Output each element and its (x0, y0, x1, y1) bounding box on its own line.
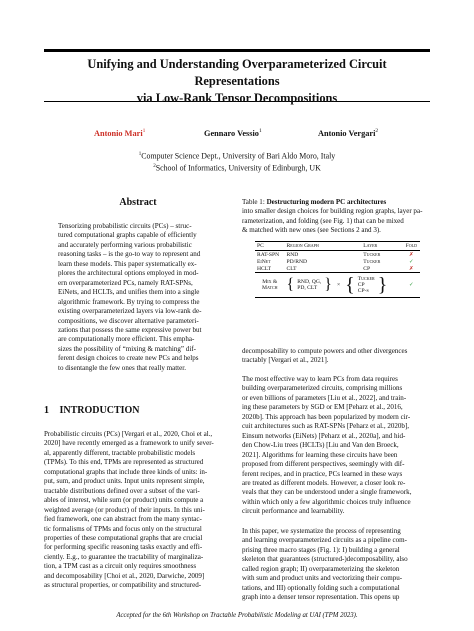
text-line: ferent recipes, and in practice, PCs learned in these ways (242, 469, 403, 478)
cell-layer: Tucker (363, 258, 381, 265)
text-line: are treated as different models. However, a closer look re- (242, 478, 406, 487)
text-line: and learning overparameterized circuits as a pipeline com- (242, 536, 407, 545)
text-line: decomposability to compute powers and other divergences (242, 347, 408, 355)
cell-pc: EiNet (257, 258, 271, 265)
intro-number: 1 (44, 405, 49, 416)
times-symbol: × (336, 282, 341, 288)
footer-note: Accepted for the 6th Workshop on Tractable Probabilistic Modeling at UAI (TPM 2023). (116, 612, 358, 619)
text-line: called region graph; II) overparameterizing the skeleton (242, 564, 400, 573)
text-line: weighted average (or product) of their inputs. In this uni- (44, 505, 205, 514)
text-line: 2020b]. This approach has been popularized by modern cir- (242, 412, 411, 421)
text-line: 2021]. Algorithms for learning these circuits have been (242, 450, 398, 459)
text-line: are computationally more efficient. This empha- (58, 335, 195, 344)
text-line: algorithmic framework. By trying to compress the (58, 297, 200, 306)
right-para2-text (242, 375, 430, 517)
text-line: as structural properties, or compatibility and structured- (44, 581, 202, 590)
text-line: tractably [Vergari et al., 2021]. (242, 356, 329, 365)
text-line: Tensorizing probabilistic circuits (PCs) – struc- (58, 222, 192, 230)
text-line: graph into a denser tensor representation. This opens up (242, 593, 400, 602)
table-caption-label: Table 1: (242, 198, 265, 206)
text-line: within which only a few algorithmic choices truly influence (242, 497, 411, 506)
text-line: In this paper, we systematize the process of representing (242, 527, 401, 535)
author-vessio: Gennaro Vessio$^1$ (204, 128, 262, 138)
left-brace-icon: { (286, 276, 295, 293)
text-line: ing these parameters by SGD or EM [Peharz et al., 2016, (242, 403, 403, 412)
text-line: EiNets, and HCLTs, and unifies them into a single (58, 288, 200, 297)
text-line: put, sum, and product units. Input units represent simple, (44, 477, 205, 486)
cell-rg: CLT (286, 265, 297, 272)
text-line: prising three macro stages (Fig. 1): I) building a general (242, 545, 400, 554)
title-line-2: via Low-Rank Tensor Decompositions (136, 91, 338, 105)
text-line: with sum and product units and vectorizing their compu- (242, 574, 403, 583)
intro-body (44, 430, 232, 591)
architecture-table (255, 241, 420, 298)
intro-text (44, 430, 232, 591)
cell-pc: RAT-SPN (257, 251, 280, 258)
intro-title: INTRODUCTION (59, 405, 140, 416)
cell-rg: RND (286, 251, 299, 258)
text-line: tion, a TPM cast as a circuit only requires smoothness (44, 562, 197, 571)
intro-heading (44, 405, 232, 416)
text-line: for performing specific reasoning tasks exactly and effi- (44, 543, 203, 552)
abstract-body (58, 222, 218, 373)
right-para3-text (242, 527, 430, 603)
th-pc: PC (257, 243, 264, 249)
affiliations (44, 150, 430, 174)
table-row-ratspn (255, 251, 420, 259)
text-line: ferent design choices to create new PCs and helps (58, 354, 199, 363)
text-line: den Chow-Liu trees (HCLTs) [Liu and Van den Broeck, (242, 441, 399, 450)
table-caption-bold: Destructuring modern PC architectures (266, 198, 387, 206)
right-text-2 (242, 375, 430, 517)
affiliation-2: $^2$School of Informatics, University of Edinburgh, UK (153, 163, 321, 173)
affiliation-1: $^1$Computer Science Dept., University of Bari Aldo Moro, Italy (138, 151, 336, 161)
cell-rg: PD/RND (286, 258, 308, 265)
text-line: rameterization, and folding (see Fig. 1) that can be mixed (242, 216, 404, 225)
text-line: computational graphs that include three kinds of units: in- (44, 467, 208, 476)
text-line: plores the architectural options employed in mod- (58, 269, 199, 278)
text-line: or even billions of parameters [Liu et al., 2022], and train- (242, 393, 407, 402)
text-line: tractable distributions defined over a subset of the vari- (44, 486, 200, 495)
text-line: and accurately performing various probabilistic (58, 240, 192, 249)
cross-icon: ✗ (409, 265, 414, 272)
text-line: learn these models. This paper systematically ex- (58, 259, 197, 268)
table-caption (242, 198, 430, 236)
text-line: reasoning tasks – is the go-to way to represent and (58, 250, 201, 259)
text-line: sizes the possibility of “mixing & matching” dif- (58, 344, 196, 353)
mix-label-2: Match (262, 285, 278, 291)
text-line: and decomposability [Choi et al., 2020, Darwiche, 2009] (44, 571, 205, 580)
title-line-1: Unifying and Understanding Overparameterized Circuit Representations (87, 57, 387, 88)
title-top-rule (44, 49, 430, 52)
text-line: building overparameterized circuits, comprising millions (242, 384, 403, 393)
text-line: tured computational graphs capable of efficiently (58, 231, 197, 240)
text-line: cuit architectures such as RAT-SPNs [Peharz et al., 2020b], (242, 422, 410, 431)
mix-region-options: RND, QG, PD, CLT (297, 279, 322, 291)
text-line: tic formalisms of TPMs and focus only on the structural (44, 524, 202, 533)
text-line: 2020] have recently emerged as a framework to unify sever- (44, 439, 214, 448)
text-line: circuit performance and learnability. (242, 507, 345, 516)
author-mari[interactable]: Antonio Mari$^1$ (94, 128, 146, 138)
right-brace-icon: } (377, 274, 388, 296)
left-brace-icon: { (345, 274, 355, 296)
text-line: skeleton that guarantees (structured-)decomposability, also (242, 555, 408, 564)
text-line: Probabilistic circuits (PCs) [Vergari et al., 2020, Choi et al., (44, 430, 213, 438)
text-line: properties of these computational graphs that are crucial (44, 533, 203, 542)
table-row-hclt (255, 265, 420, 273)
right-brace-icon: } (324, 276, 332, 293)
text-line: fied framework, one can abstract from the many syntac- (44, 515, 202, 524)
abstract-heading: Abstract (119, 197, 157, 208)
right-text-3 (242, 527, 430, 603)
th-fold: Fold (405, 243, 418, 249)
text-line: proposed from different perspectives, seemingly with dif- (242, 460, 405, 469)
text-line: tations, and III) optionally folding such a computational (242, 583, 400, 592)
mix-label-1: Mix & (262, 279, 278, 285)
cell-pc: HCLT (257, 265, 272, 272)
check-icon: ✓ (409, 258, 414, 265)
abstract-text (58, 222, 218, 373)
table-row-einet (255, 258, 420, 265)
check-icon: ✓ (409, 282, 414, 288)
text-line: zations that possess the same expressive power but (58, 325, 202, 334)
text-line: & matched with new ones (see Sections 2 and 3). (242, 226, 381, 235)
text-line: ables of interest, while sum (or product) units compute a (44, 496, 204, 505)
text-line: (TPMs). To this end, TPMs are represented as structured (44, 458, 204, 467)
text-line: compositions, we discover alternative parameteri- (58, 316, 199, 325)
text-line: to disentangle the few ones that really matter. (58, 363, 186, 372)
text-line: ern overparameterized PCs, namely RAT-SPNs, (58, 278, 193, 287)
th-region-graph: Region Graph (286, 243, 319, 249)
text-line: veals that they can be understood under a single framework, (242, 488, 412, 497)
text-line: The most effective way to learn PCs from data requires (242, 375, 398, 383)
th-layer: Layer (363, 243, 378, 249)
right-text-1 (242, 347, 430, 366)
right-intro-text (242, 347, 430, 366)
text-line: existing overparameterized layers via low-rank de- (58, 307, 202, 316)
paper-title (44, 56, 430, 107)
author-vergari: Antonio Vergari$^2$ (318, 128, 379, 138)
cross-icon: ✗ (409, 251, 414, 258)
text-line: ciently. E.g., to guarantee the tractability of marginaliza- (44, 552, 204, 561)
text-line: al, apparently different, tractable probabilistic models (44, 448, 196, 457)
table-caption-text (242, 207, 430, 235)
text-line: into smaller design choices for building region graphs, layer pa- (242, 207, 423, 216)
mix-layer-options: Tucker CP CP-s (357, 276, 375, 294)
cell-layer: CP (363, 265, 371, 272)
cell-layer: Tucker (363, 251, 381, 258)
text-line: Einsum networks (EiNets) [Peharz et al., 2020a], and hid- (242, 431, 406, 440)
table-row-mix-match (255, 273, 420, 298)
